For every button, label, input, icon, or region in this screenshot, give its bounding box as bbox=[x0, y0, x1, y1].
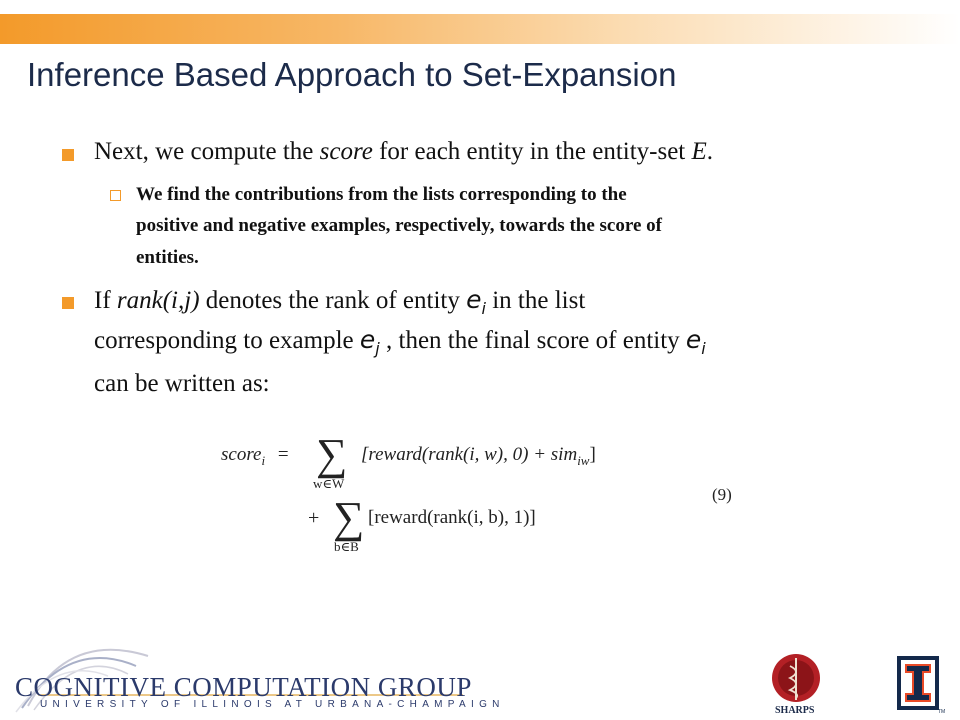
bullet-2-line-3: can be written as: bbox=[94, 370, 270, 397]
sub-bullet-line-1: We find the contributions from the lists corresponding to the bbox=[136, 184, 627, 205]
uiuc-wordmark: UNIVERSITY OF ILLINOIS AT URBANA-CHAMPAIGN bbox=[40, 699, 505, 710]
bullet-2-post: in the list bbox=[485, 287, 586, 314]
bullet-1-end: . bbox=[706, 138, 714, 165]
eq-plus: + bbox=[308, 507, 320, 529]
sub-bullet-marker bbox=[110, 190, 121, 201]
bullet-1-score: score bbox=[319, 138, 373, 165]
bullet-2-ej: e bbox=[359, 325, 376, 354]
equation-term-2: [reward(rank(i, b), 1)] bbox=[368, 507, 536, 528]
sum-symbol-1: ∑ bbox=[316, 430, 348, 479]
eq-term1-sub: iw bbox=[577, 452, 590, 468]
bullet-2-rank: rank(i,j) bbox=[116, 287, 200, 314]
ccg-wordmark: COGNITIVE COMPUTATION GROUP bbox=[15, 672, 472, 702]
bullet-1-text bbox=[94, 138, 713, 166]
sum-symbol-2: ∑ bbox=[333, 493, 365, 542]
eq-term1-end: ] bbox=[589, 444, 596, 465]
illinois-block-i-icon bbox=[897, 656, 946, 715]
sum-2-index: b∈B bbox=[334, 539, 359, 554]
bullet-1-set-e: E bbox=[691, 138, 707, 165]
bullet-2-ej-sub: j bbox=[375, 339, 380, 358]
bullet-2-line-1 bbox=[94, 285, 585, 318]
bullet-2-l2-pre: corresponding to example bbox=[94, 327, 360, 354]
bullet-1-pre: Next, we compute the bbox=[94, 138, 320, 165]
bullet-2-ei2-sub: i bbox=[701, 339, 706, 358]
bullet-2-line-2 bbox=[94, 325, 706, 358]
slide-title: Inference Based Approach to Set-Expansion bbox=[27, 56, 677, 93]
bullet-marker bbox=[62, 297, 74, 309]
eq-lhs-sub: i bbox=[261, 452, 266, 468]
bullet-2-pre: If bbox=[94, 287, 117, 314]
bullet-2-ei-sub: i bbox=[481, 299, 486, 318]
sub-bullet-line-2: positive and negative examples, respectively, towards the score of bbox=[136, 215, 662, 236]
bullet-2-l2-mid: , then the final score of entity bbox=[379, 327, 686, 354]
bullet-1-post: for each entity in the entity-set bbox=[372, 138, 692, 165]
illinois-tm: TM bbox=[938, 709, 946, 715]
sum-1-index: w∈W bbox=[313, 476, 345, 491]
eq-term1: [reward(rank(i, w), 0) + sim bbox=[361, 444, 578, 465]
bullet-2-mid: denotes the rank of entity bbox=[199, 287, 467, 314]
header-gradient-bar bbox=[0, 14, 960, 44]
sub-bullet-line-3: entities. bbox=[136, 247, 199, 268]
sharps-label: SHARPS bbox=[775, 705, 815, 716]
eq-equals: = bbox=[277, 444, 289, 465]
bullet-2-ei: e bbox=[466, 285, 482, 314]
equation-number: (9) bbox=[712, 485, 732, 504]
equation-term-1 bbox=[361, 444, 596, 469]
eq-lhs-score: score bbox=[221, 444, 262, 465]
bullet-marker bbox=[62, 149, 74, 161]
equation-lhs bbox=[221, 444, 289, 469]
bullet-2-ei2: e bbox=[685, 325, 702, 354]
